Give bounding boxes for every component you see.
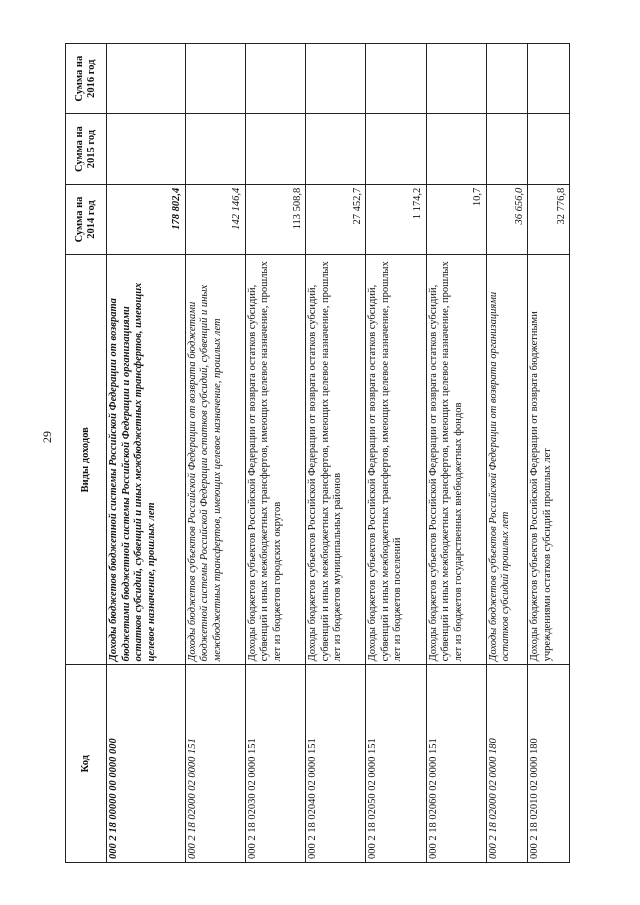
header-sum-2016: Сумма на 2016 год [66,44,107,114]
row-code: 000 2 18 02000 02 0000 151 [185,665,245,863]
row-sum-2014: 178 802,4 [107,184,186,254]
table-row [185,44,245,863]
row-sum-2016 [245,44,305,114]
row-sum-2016 [366,44,426,114]
header-sum-2014: Сумма на 2014 год [66,184,107,254]
row-sum-2016 [185,44,245,114]
row-sum-2015 [306,114,366,184]
row-income-type: Доходы бюджетов субъектов Российской Федерации от возврата остатков субсидий, субвенций и иных межбюджетных трансфертов, имеющих целевое назначение, прошлых лет из бюджетов поселений [366,255,426,665]
row-sum-2014: 1 174,2 [366,184,426,254]
row-sum-2014: 142 146,4 [185,184,245,254]
header-code: Код [66,665,107,863]
row-income-type: Доходы бюджетов субъектов Российской Федерации от возврата остатков субсидий, субвенций и иных межбюджетных трансфертов, имеющих целевое назначение, прошлых лет из бюджетов городских округов [245,255,305,665]
row-sum-2014: 36 656,0 [486,184,528,254]
row-code: 000 2 18 00000 00 0000 000 [107,665,186,863]
row-sum-2016 [426,44,486,114]
row-code: 000 2 18 02000 02 0000 180 [486,665,528,863]
rotated-page-content [65,43,570,863]
table-row [528,44,570,863]
row-sum-2016 [486,44,528,114]
income-table [65,43,570,863]
table-row [486,44,528,863]
row-income-type: Доходы бюджетов бюджетной системы Российской Федерации от возврата бюджетами бюджетной системы Российской Федерации и организациями остатков субсидий, субвенций и иных межбюджетных трансфертов, имеющих целевое назначение, прошлых лет [107,255,186,665]
row-sum-2015 [107,114,186,184]
row-sum-2016 [306,44,366,114]
row-sum-2014: 27 452,7 [306,184,366,254]
row-income-type: Доходы бюджетов субъектов Российской Федерации от возврата организациями остатков субсидий прошлых лет [486,255,528,665]
table-header-row [66,44,107,863]
row-sum-2015 [185,114,245,184]
table-row [245,44,305,863]
row-sum-2015 [245,114,305,184]
row-sum-2014: 113 508,8 [245,184,305,254]
table-row [366,44,426,863]
table-row [306,44,366,863]
header-income-type: Виды доходов [66,255,107,665]
row-income-type: Доходы бюджетов субъектов Российской Федерации от возврата остатков субсидий, субвенций и иных межбюджетных трансфертов, имеющих целевое назначение, прошлых лет из бюджетов государственных внебюджетных фондов [426,255,486,665]
row-sum-2016 [107,44,186,114]
row-sum-2014: 32 776,8 [528,184,570,254]
row-sum-2015 [366,114,426,184]
row-income-type: Доходы бюджетов субъектов Российской Федерации от возврата бюджетами бюджетной системы Российской Федерации остатков субсидий, субвенций и иных межбюджетных трансфертов, имеющих целевое назначение, прошлых лет [185,255,245,665]
row-code: 000 2 18 02060 02 0000 151 [426,665,486,863]
row-code: 000 2 18 02010 02 0000 180 [528,665,570,863]
table-row [426,44,486,863]
row-sum-2015 [486,114,528,184]
row-code: 000 2 18 02050 02 0000 151 [366,665,426,863]
row-sum-2015 [426,114,486,184]
row-sum-2016 [528,44,570,114]
row-code: 000 2 18 02040 02 0000 151 [306,665,366,863]
row-sum-2014: 10,7 [426,184,486,254]
table-row [107,44,186,863]
page-number: 29 [40,431,54,443]
row-code: 000 2 18 02030 02 0000 151 [245,665,305,863]
row-income-type: Доходы бюджетов субъектов Российской Федерации от возврата остатков субсидий, субвенций и иных межбюджетных трансфертов, имеющих целевое назначение, прошлых лет из бюджетов муниципальных районов [306,255,366,665]
row-income-type: Доходы бюджетов субъектов Российской Федерации от возврата бюджетными учреждениями остатков субсидий прошлых лет [528,255,570,665]
row-sum-2015 [528,114,570,184]
header-sum-2015: Сумма на 2015 год [66,114,107,184]
